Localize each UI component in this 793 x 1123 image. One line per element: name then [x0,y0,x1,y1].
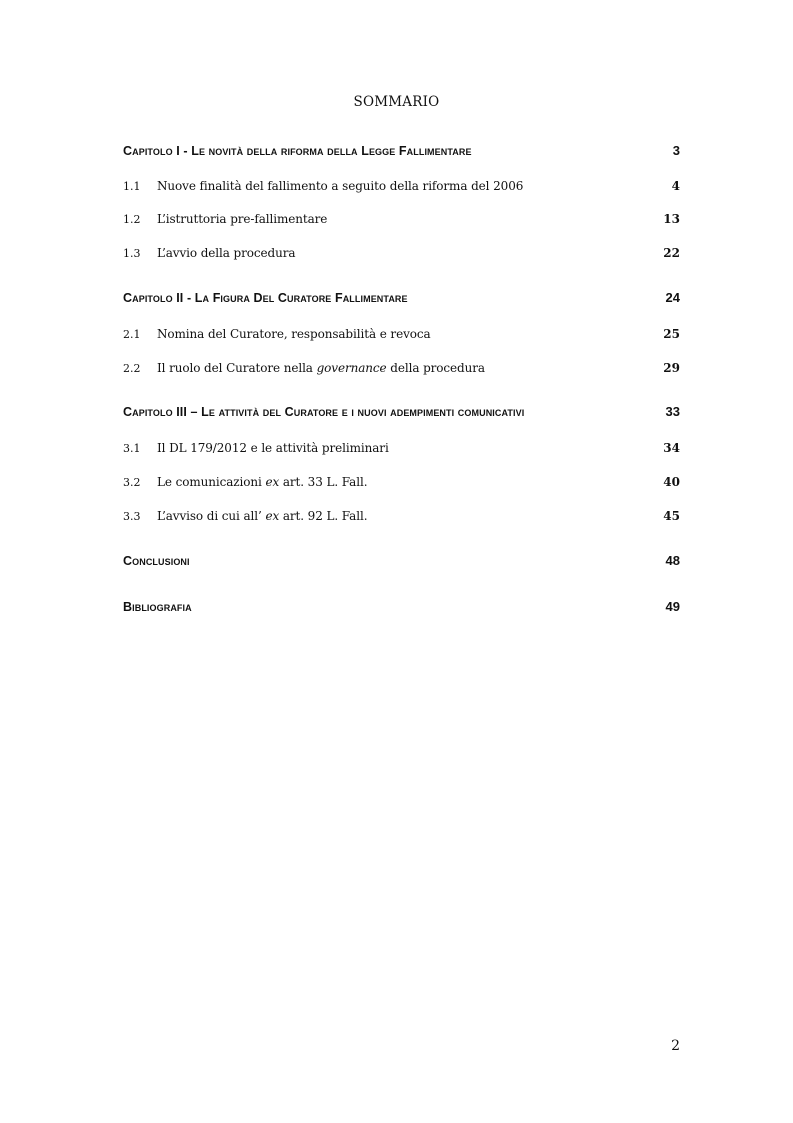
toc-chapter-label: Bibliografia [123,600,192,614]
toc-chapter-label: Capitolo II - La Figura Del Curatore Fallimentare [123,291,408,305]
toc-section-label [157,509,663,523]
toc-label-italic: ex [265,509,280,523]
toc-label-italic: ex [265,475,280,489]
toc-bibliografia[interactable] [123,599,680,619]
toc-page-number: 22 [663,246,680,260]
toc-page-number: 34 [663,441,680,455]
toc-label-text: L’avviso di cui all’ [157,509,266,523]
toc-page-number: 24 [665,290,680,305]
toc-page-number: 48 [665,553,680,568]
toc-label-italic: governance [316,361,387,375]
toc-page-number: 33 [665,404,680,419]
toc-page-number: 3 [672,143,680,158]
toc-section-number: 2.1 [123,328,141,341]
toc-section-2-2[interactable] [123,361,680,381]
toc-label-text: Le comunicazioni [157,475,266,489]
toc-chapter-2[interactable] [123,290,680,310]
toc-section-number: 1.3 [123,247,141,260]
toc-section-number: 3.1 [123,442,141,455]
toc-section-label: Nuove finalità del fallimento a seguito della riforma del 2006 [157,179,524,193]
toc-page-number: 40 [663,475,680,489]
toc-section-label: Nomina del Curatore, responsabilità e revoca [157,327,431,341]
toc-section-3-3[interactable] [123,509,680,529]
toc-section-label [157,475,663,489]
toc-section-3-2[interactable] [123,475,680,495]
toc-chapter-1[interactable] [123,143,680,163]
toc-section-1-2[interactable] [123,212,680,232]
toc-chapter-label: Capitolo III – Le attività del Curatore e i nuovi adempimenti comunicativi [123,405,525,419]
toc-section-2-1[interactable] [123,327,680,347]
toc-section-number: 3.3 [123,510,141,523]
toc-page-number: 49 [665,599,680,614]
toc-section-1-3[interactable] [123,246,680,266]
toc-page-number: 4 [671,179,680,193]
toc-label-text: art. 92 L. Fall. [279,509,368,523]
toc-label-text: art. 33 L. Fall. [279,475,368,489]
toc-section-number: 1.2 [123,213,141,226]
toc-label-text: della procedura [386,361,485,375]
toc-chapter-label: Conclusioni [123,554,190,568]
toc-section-number: 3.2 [123,476,141,489]
toc-section-number: 1.1 [123,180,141,193]
toc-page-number: 45 [663,509,680,523]
toc-page-number: 13 [663,212,680,226]
toc-chapter-3[interactable] [123,404,680,424]
toc-page-number: 25 [663,327,680,341]
toc-chapter-label: Capitolo I - Le novità della riforma della Legge Fallimentare [123,144,472,158]
toc-section-label [157,361,663,375]
toc-conclusioni[interactable] [123,553,680,573]
toc-section-1-1[interactable] [123,179,680,199]
toc-section-number: 2.2 [123,362,141,375]
page-title: SOMMARIO [353,94,440,110]
toc-section-label: L’istruttoria pre-fallimentare [157,212,328,226]
toc-section-3-1[interactable] [123,441,680,461]
toc-section-label: Il DL 179/2012 e le attività preliminari [157,441,389,455]
page-number: 2 [671,1038,680,1054]
toc-label-text: Il ruolo del Curatore nella [157,361,317,375]
toc-section-label: L’avvio della procedura [157,246,296,260]
toc-page-number: 29 [663,361,680,375]
